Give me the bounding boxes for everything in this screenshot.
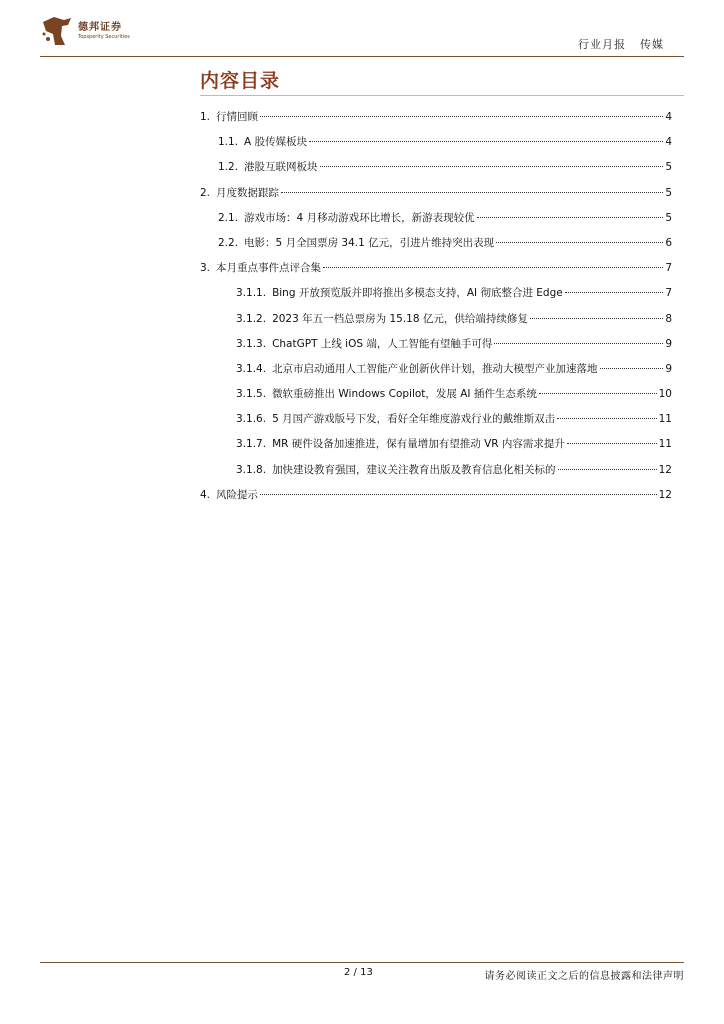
toc-entry-title: 北京市启动通用人工智能产业创新伙伴计划，推动大模型产业加速落地	[272, 362, 598, 375]
toc-entry-number: 1.	[200, 111, 211, 123]
toc-entry-title: 行情回顾	[216, 111, 259, 123]
report-type: 行业月报	[578, 38, 626, 51]
toc-entry-title: 2023 年五一档总票房为 15.18 亿元，供给端持续修复	[272, 312, 528, 325]
company-logo	[40, 14, 130, 48]
dot-leader	[558, 469, 657, 470]
dot-leader	[496, 242, 663, 243]
toc-entry[interactable]	[200, 234, 672, 259]
dot-leader	[260, 494, 657, 495]
toc-entry-title: 本月重点事件点评合集	[216, 262, 322, 275]
toc-entry[interactable]	[200, 184, 672, 209]
toc-entry[interactable]	[200, 259, 672, 284]
toc-entry-number: 3.1.6.	[236, 413, 267, 426]
toc-entry-number: 2.	[200, 186, 211, 199]
dot-leader	[539, 393, 657, 394]
toc-entry-page: 12	[658, 488, 672, 501]
logo-english-name: Topsperity Securities	[78, 33, 130, 40]
toc-entry[interactable]	[200, 435, 672, 460]
toc-entry-number: 2.1.	[218, 211, 239, 224]
dot-leader	[530, 318, 663, 319]
toc-title: 内容目录	[200, 70, 281, 92]
toc-entry-number: 4.	[200, 488, 211, 501]
toc-entry-page: 11	[658, 438, 672, 451]
toc-entry-number: 3.1.5.	[236, 388, 267, 401]
dot-leader	[567, 443, 657, 444]
toc-entry-number: 3.	[200, 262, 211, 275]
toc-entry-page: 5	[665, 161, 672, 174]
toc-entry-number: 1.2.	[218, 161, 239, 174]
toc-entry-title: 微软重磅推出 Windows Copilot，发展 AI 插件生态系统	[272, 388, 537, 401]
toc-entry[interactable]	[200, 209, 672, 234]
dot-leader	[323, 267, 663, 268]
toc-entry-title: 电影：5 月全国票房 34.1 亿元，引进片维持突出表现	[244, 236, 495, 249]
brand-logo-icon	[40, 14, 74, 48]
toc-entry[interactable]	[200, 360, 672, 385]
footer-divider	[40, 962, 684, 963]
dot-leader	[477, 217, 664, 218]
toc-entry-page: 12	[658, 463, 672, 476]
toc-entry-page: 4	[665, 136, 672, 149]
toc-entry-title: 月度数据跟踪	[216, 186, 280, 199]
toc-entry-title: 加快建设教育强国，建议关注教育出版及教育信息化相关标的	[272, 463, 556, 476]
dot-leader	[557, 418, 657, 419]
dot-leader	[309, 141, 663, 142]
toc-entry-page: 10	[658, 388, 672, 401]
toc-entry[interactable]	[200, 108, 672, 133]
toc-entry-page: 7	[665, 287, 672, 300]
toc-title-divider	[200, 95, 684, 96]
dot-leader	[281, 192, 663, 193]
toc-entry-number: 3.1.4.	[236, 362, 267, 375]
toc-entry[interactable]	[200, 410, 672, 435]
toc-entry-title: 港股互联网板块	[244, 161, 318, 174]
toc-entry[interactable]	[200, 133, 672, 158]
toc-entry-page: 11	[658, 413, 672, 426]
dot-leader	[565, 292, 664, 293]
industry-label: 传媒	[640, 38, 664, 51]
page-indicator: 2 / 13	[344, 967, 373, 978]
report-category	[578, 36, 664, 52]
dot-leader	[494, 343, 663, 344]
toc-entry-page: 4	[665, 111, 672, 123]
toc-entry-page: 7	[665, 262, 672, 275]
toc-entry-page: 6	[665, 236, 672, 249]
toc-entry[interactable]	[200, 284, 672, 309]
toc-entry-title: 游戏市场：4 月移动游戏环比增长，新游表现较优	[244, 211, 475, 224]
toc-entry-number: 3.1.3.	[236, 337, 267, 350]
legal-disclaimer: 请务必阅读正文之后的信息披露和法律声明	[484, 971, 684, 982]
toc-entry[interactable]	[200, 335, 672, 360]
toc-entry-number: 3.1.1.	[236, 287, 267, 300]
toc-entry-title: A 股传媒板块	[244, 136, 308, 149]
toc-entry-page: 5	[665, 211, 672, 224]
dot-leader	[600, 368, 664, 369]
toc-entry-page: 8	[665, 312, 672, 325]
toc-entry-number: 3.1.8.	[236, 463, 267, 476]
toc-entry-page: 9	[665, 337, 672, 350]
toc-entry-title: 风险提示	[216, 488, 259, 501]
toc-entry-number: 3.1.7.	[236, 438, 267, 451]
toc-entry[interactable]	[200, 461, 672, 486]
logo-chinese-name: 德邦证券	[78, 21, 122, 33]
dot-leader	[320, 166, 664, 167]
toc-entry-title: Bing 开放预览版并即将推出多模态支持，AI 彻底整合进 Edge	[272, 287, 563, 300]
toc-entry-number: 2.2.	[218, 236, 239, 249]
dot-leader	[260, 116, 663, 117]
toc-entry[interactable]	[200, 310, 672, 335]
toc-entry[interactable]	[200, 486, 672, 511]
toc-entry[interactable]	[200, 385, 672, 410]
toc-entry-title: MR 硬件设备加速推进，保有量增加有望推动 VR 内容需求提升	[272, 438, 565, 451]
toc-entry-number: 1.1.	[218, 136, 239, 149]
toc-entry[interactable]	[200, 158, 672, 183]
toc-entry-page: 9	[665, 362, 672, 375]
header-divider	[40, 56, 684, 57]
toc-entry-title: ChatGPT 上线 iOS 端，人工智能有望触手可得	[272, 337, 493, 350]
table-of-contents	[200, 108, 672, 511]
toc-entry-page: 5	[665, 186, 672, 199]
toc-entry-number: 3.1.2.	[236, 312, 267, 325]
toc-entry-title: 5 月国产游戏版号下发，看好全年维度游戏行业的戴维斯双击	[272, 413, 556, 426]
